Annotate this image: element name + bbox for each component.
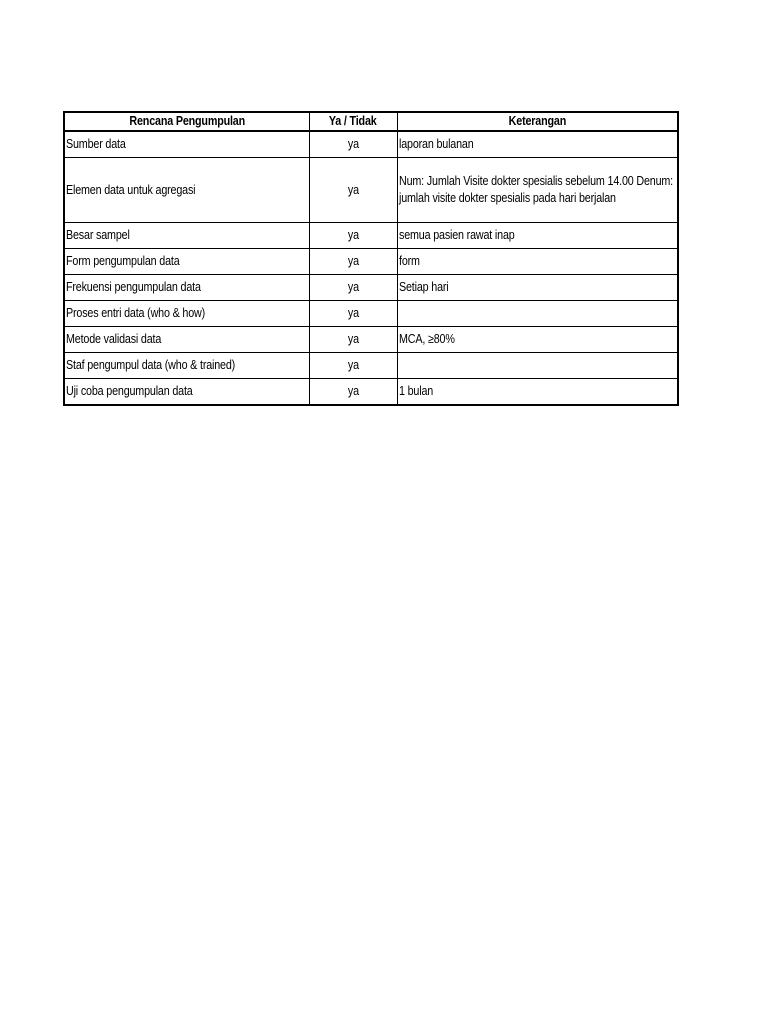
table-row [64,301,678,327]
header-keterangan: Keterangan [397,112,678,131]
row-ya-cell: ya [309,353,397,379]
row-keterangan-cell: semua pasien rawat inap [397,223,678,249]
table-row [64,158,678,223]
row-item-cell: Proses entri data (who & how) [64,301,309,327]
header-rencana-pengumpulan: Rencana Pengumpulan [64,112,309,131]
row-ya-cell: ya [309,379,397,406]
header-ya-tidak: Ya / Tidak [309,112,397,131]
row-ya-cell: ya [309,301,397,327]
row-keterangan-cell [397,353,678,379]
row-item-cell: Sumber data [64,131,309,158]
row-item-cell: Elemen data untuk agregasi [64,158,309,223]
row-keterangan-cell: form [397,249,678,275]
row-item-cell: Metode validasi data [64,327,309,353]
table-row [64,249,678,275]
row-ya-cell: ya [309,275,397,301]
row-ya-cell: ya [309,158,397,223]
header-row [64,112,678,131]
row-item-cell: Form pengumpulan data [64,249,309,275]
data-collection-plan-table [63,111,679,406]
row-ya-cell: ya [309,249,397,275]
table-row [64,275,678,301]
table-row [64,379,678,406]
row-ya-cell: ya [309,223,397,249]
row-item-cell: Frekuensi pengumpulan data [64,275,309,301]
row-item-cell: Staf pengumpul data (who & trained) [64,353,309,379]
table-row [64,353,678,379]
row-ya-cell: ya [309,131,397,158]
table-body [64,131,678,405]
row-item-cell: Besar sampel [64,223,309,249]
row-keterangan-cell [397,301,678,327]
row-keterangan-cell: Setiap hari [397,275,678,301]
row-item-cell: Uji coba pengumpulan data [64,379,309,406]
table-row [64,327,678,353]
row-keterangan-cell: laporan bulanan [397,131,678,158]
row-keterangan-cell: Num: Jumlah Visite dokter spesialis sebelum 14.00 Denum: jumlah visite dokter spesialis pada hari berjalan [397,158,678,223]
table-row [64,131,678,158]
row-ya-cell: ya [309,327,397,353]
row-keterangan-cell: 1 bulan [397,379,678,406]
table-header [64,112,678,131]
table-row [64,223,678,249]
row-keterangan-cell: MCA, ≥80% [397,327,678,353]
